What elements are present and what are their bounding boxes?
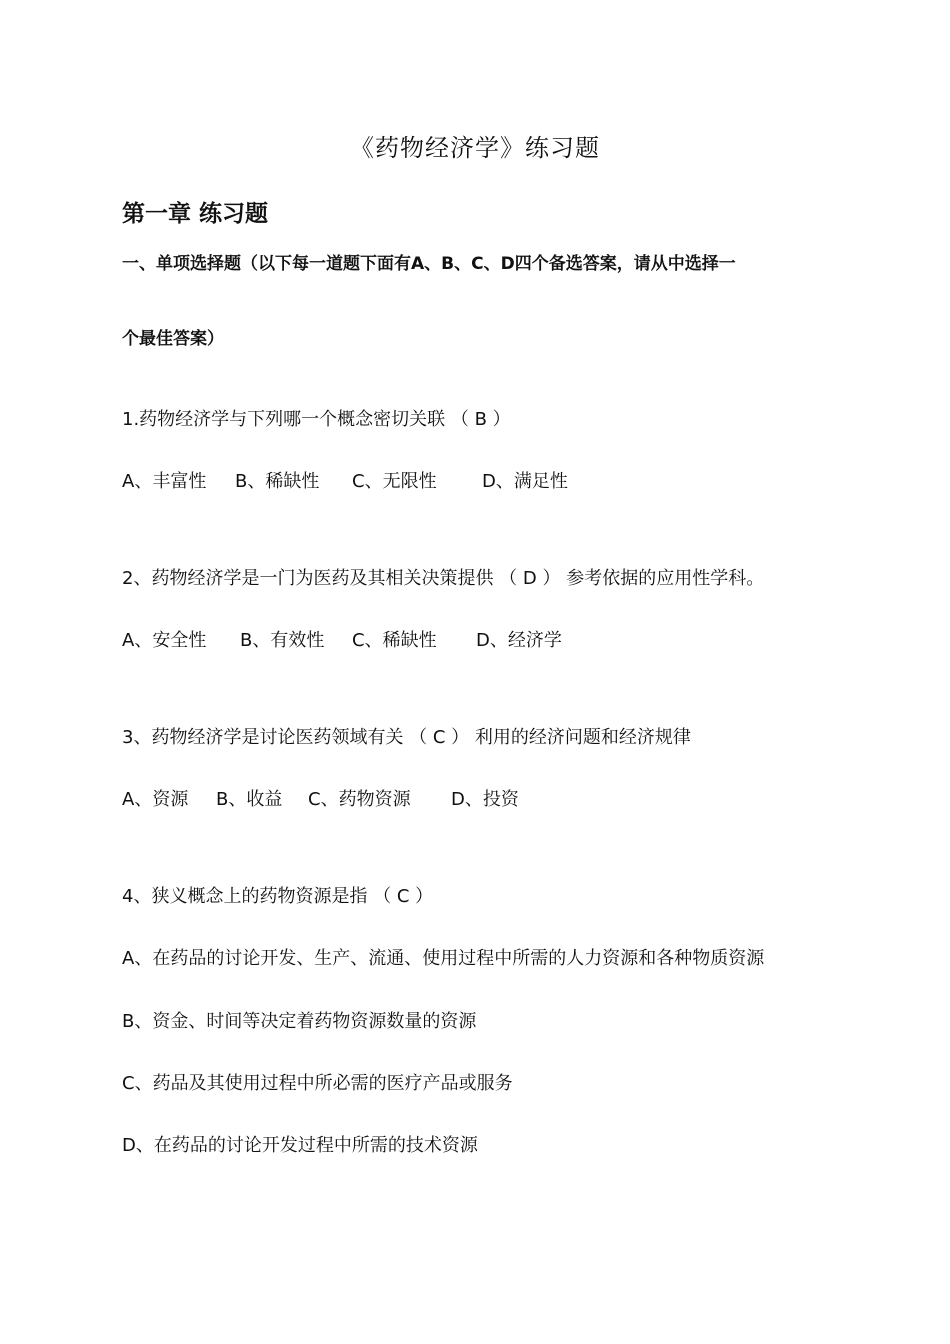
question-4-option-a: A、在药品的讨论开发、生产、流通、使用过程中所需的人力资源和各种物质资源 — [122, 948, 765, 969]
question-2-option-b: B、有效性 — [240, 630, 325, 651]
question-4-option-c: C、药品及其使用过程中所必需的医疗产品或服务 — [122, 1073, 513, 1094]
chapter-heading: 第一章 练习题 — [122, 201, 269, 227]
question-3-option-d: D、投资 — [451, 789, 519, 810]
question-4-stem: 4、狭义概念上的药物资源是指 （ C ） — [122, 886, 434, 907]
question-3-option-c: C、药物资源 — [308, 789, 411, 810]
question-1-stem: 1.药物经济学与下列哪一个概念密切关联 （ B ） — [122, 409, 511, 430]
question-3-option-a: A、资源 — [122, 789, 189, 810]
question-1-option-b: B、稀缺性 — [235, 471, 320, 492]
question-1-option-c: C、无限性 — [352, 471, 437, 492]
question-2-option-c: C、稀缺性 — [352, 630, 437, 651]
question-3-stem: 3、药物经济学是讨论医药领域有关 （ C ） 利用的经济问题和经济规律 — [122, 727, 691, 748]
question-4-option-d: D、在药品的讨论开发过程中所需的技术资源 — [122, 1135, 478, 1156]
question-2-option-a: A、安全性 — [122, 630, 207, 651]
question-4-option-b: B、资金、时间等决定着药物资源数量的资源 — [122, 1011, 477, 1032]
question-2-stem: 2、药物经济学是一门为医药及其相关决策提供 （ D ） 参考依据的应用性学科。 — [122, 568, 765, 589]
section-heading-line-1: 一、单项选择题（以下每一道题下面有A、B、C、D四个备选答案，请从中选择一 — [122, 254, 736, 274]
question-1-option-d: D、满足性 — [482, 471, 568, 492]
document-title: 《药物经济学》练习题 — [350, 134, 600, 162]
question-3-option-b: B、收益 — [216, 789, 283, 810]
question-1-option-a: A、丰富性 — [122, 471, 207, 492]
section-heading-line-2: 个最佳答案） — [122, 329, 224, 349]
question-2-option-d: D、经济学 — [476, 630, 562, 651]
